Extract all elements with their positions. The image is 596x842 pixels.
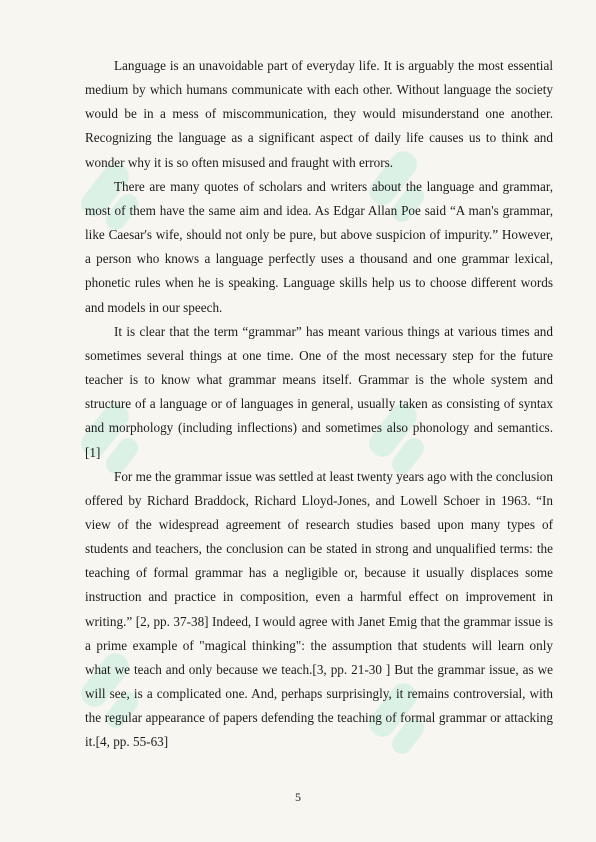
paragraph: Language is an unavoidable part of everyday life. It is arguably the most essential medium by which humans communicate with each other. Without language the society would be in a mess of miscommunication, they would misunderstand one another. Recognizing the language as a significant aspect of daily life causes us to think and wonder why it is so often misused and fraught with errors. [85, 58, 553, 170]
body-text [85, 54, 553, 755]
paragraph: It is clear that the term “grammar” has meant various things at various times and sometimes several things at one time. One of the most necessary step for the future teacher is to know what grammar means itself. Grammar is the whole system and structure of a language or of languages in general, usually taken as consisting of syntax and morphology (including inflections) and sometimes also phonology and semantics. [1] [85, 323, 553, 460]
paragraph: There are many quotes of scholars and writers about the language and grammar, most of them have the same aim and idea. As Edgar Allan Poe said “A man's grammar, like Caesar's wife, should not only be pure, but above suspicion of impurity.” However, a person who knows a language perfectly uses a thousand and one grammar lexical, phonetic rules when he is speaking. Language skills help us to choose different words and models in our speech. [85, 178, 553, 315]
page-number: 5 [295, 790, 301, 804]
paragraph: For me the grammar issue was settled at least twenty years ago with the conclusion offered by Richard Braddock, Richard Lloyd-Jones, and Lowell Schoer in 1963. “In view of the widespread agreement of research studies based upon many types of students and teachers, the conclusion can be stated in strong and unqualified terms: the teaching of formal grammar has a negligible or, because it usually displaces some instruction and practice in composition, even a harmful effect on improvement in writing.” [2, pp. 37-38] Indeed, I would agree with Janet Emig that the grammar issue is a prime example of "magical thinking": the assumption that students will learn only what we teach and only because we teach.[3, pp. 21-30 ] But the grammar issue, as we will see, is a complicated one. And, perhaps surprisingly, it remains controversial, with the regular appearance of papers defending the teaching of formal grammar or attacking it.[4, pp. 55-63] [85, 468, 553, 750]
